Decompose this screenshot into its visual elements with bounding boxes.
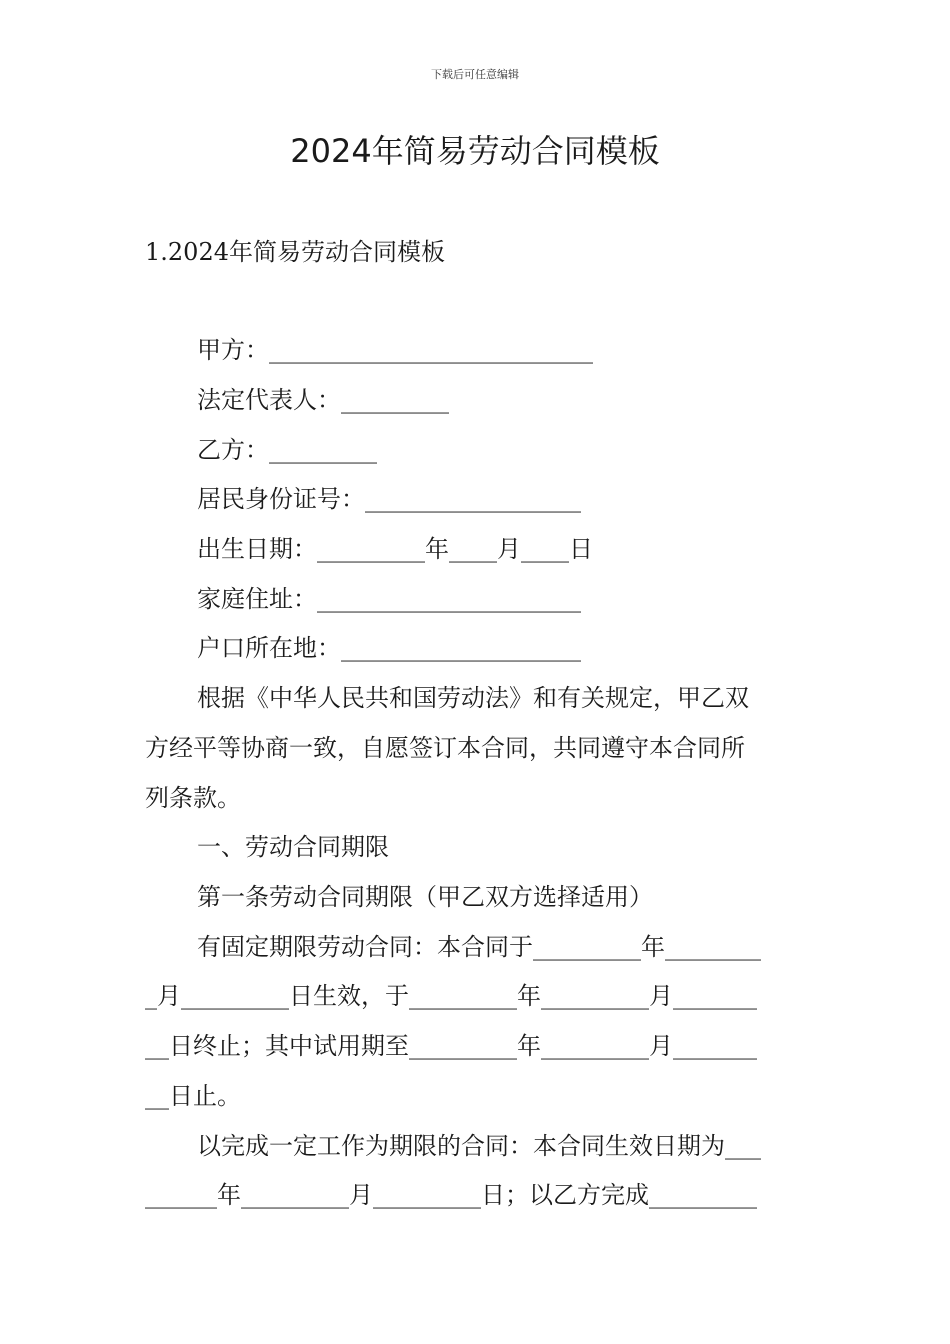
field-party-a: 甲方：___________________________ bbox=[197, 336, 593, 364]
task-term-line: ______年_________月_________日；以乙方完成_________ bbox=[145, 1181, 757, 1209]
paragraph-line: 根据《中华人民共和国劳动法》和有关规定，甲乙双 bbox=[197, 684, 749, 712]
field-id-number: 居民身份证号：__________________ bbox=[197, 485, 581, 513]
field-legal-representative: 法定代表人：_________ bbox=[197, 386, 449, 414]
paragraph-line: 列条款。 bbox=[145, 784, 241, 812]
task-term-line: 以完成一定工作为期限的合同：本合同生效日期为___ bbox=[197, 1132, 761, 1160]
article-heading: 第一条劳动合同期限（甲乙双方选择适用） bbox=[197, 883, 653, 911]
paragraph-line: 方经平等协商一致，自愿签订本合同，共同遵守本合同所 bbox=[145, 734, 745, 762]
field-home-address: 家庭住址：______________________ bbox=[197, 585, 581, 613]
fixed-term-line: __日止。 bbox=[145, 1082, 241, 1110]
fixed-term-line: 有固定期限劳动合同：本合同于_________年________ bbox=[197, 933, 761, 961]
field-household-registration: 户口所在地：____________________ bbox=[197, 634, 581, 662]
fixed-term-line: _月_________日生效，于_________年_________月_______ bbox=[145, 982, 757, 1010]
fixed-term-line: __日终止；其中试用期至_________年_________月_______ bbox=[145, 1032, 757, 1060]
field-party-b: 乙方：_________ bbox=[197, 436, 377, 464]
header-note: 下载后可任意编辑 bbox=[431, 68, 519, 81]
chapter-heading: 一、劳动合同期限 bbox=[197, 833, 389, 861]
document-title: 2024年简易劳动合同模板 bbox=[290, 132, 660, 170]
field-birth-date: 出生日期：_________年____月____日 bbox=[197, 535, 593, 563]
section-heading: 1.2024年简易劳动合同模板 bbox=[145, 238, 445, 266]
